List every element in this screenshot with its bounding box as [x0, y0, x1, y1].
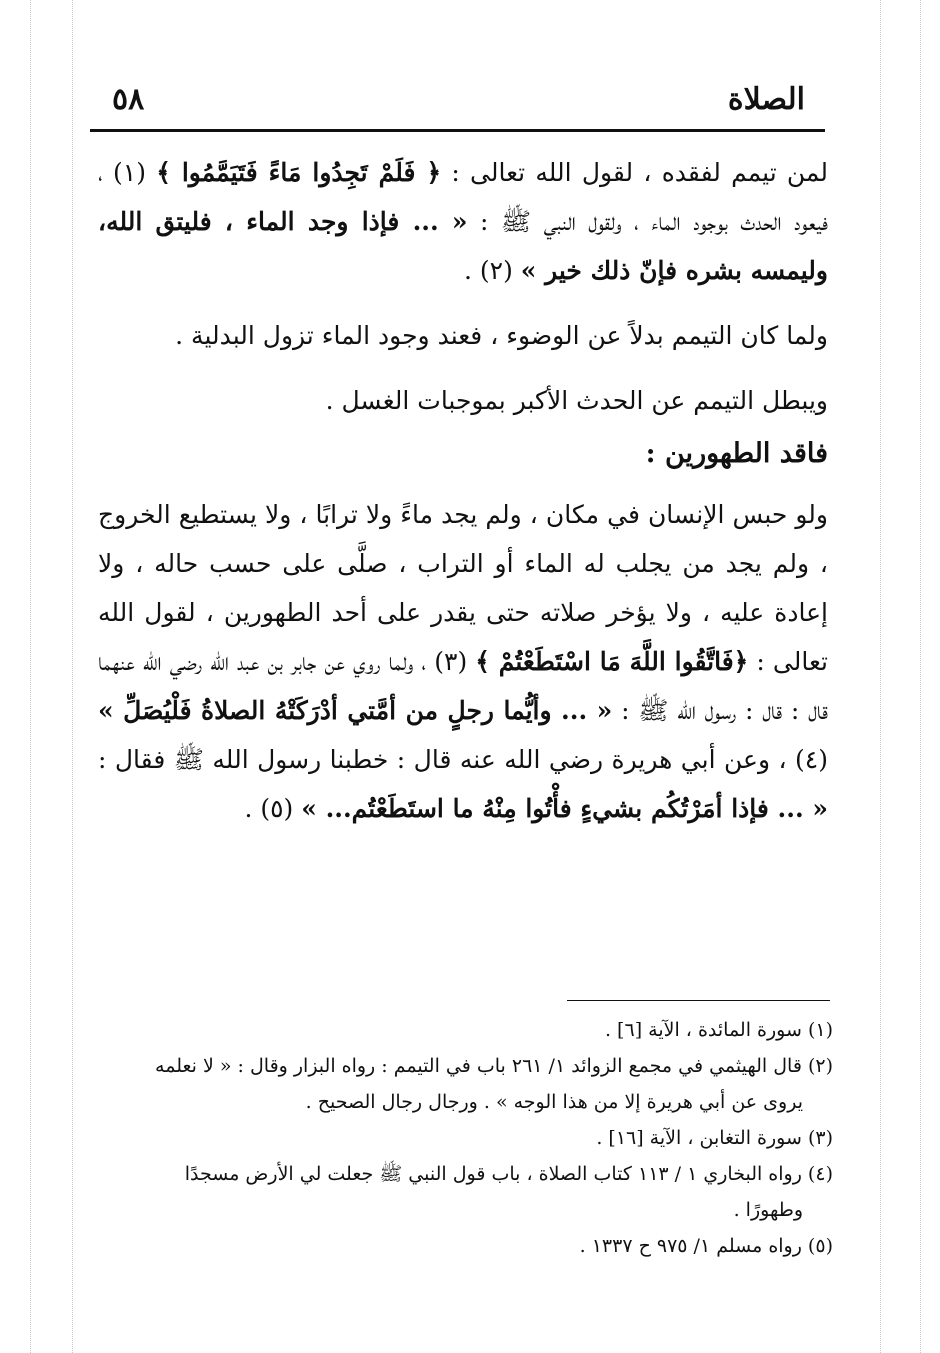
footnote-1: (١) سورة المائدة ، الآية [٦] . [604, 1019, 833, 1041]
text-run: (٣) ، ولما روي عن جابر بن عبد الله رضي الله عنهما قال : قال : رسول الله ﷺ : [98, 647, 828, 725]
page-header [90, 82, 825, 132]
quran-quote: ﴿ فَلَمْ تَجِدُوا مَاءً فَتَيَمَّمُوا ﴾ [156, 158, 442, 187]
text-run: (٥) . [244, 794, 302, 823]
dotted-margin-line [880, 0, 881, 1353]
text-run: ولو حبس الإنسان في مكان ، ولم يجد ماءً ولا ترابًا ، ولا يستطيع الخروج ، ولم يجد من يجلب له الماء أو التراب ، صلَّى على حسب حاله ، ولا إعادة عليه ، ولا يؤخر صلاته حتى يقدر على أحد الطهورين ، لقول الله تعالى : [98, 500, 828, 676]
header-rule [90, 129, 825, 132]
footnote-2-continued: يروى عن أبي هريرة إلا من هذا الوجه » . ورجال رجال الصحيح . [305, 1091, 803, 1113]
footnote-4: (٤) رواه البخاري ١ / ١١٣ كتاب الصلاة ، باب قول النبي ﷺ جعلت لي الأرض مسجدًا [184, 1163, 833, 1185]
footnote-3: (٣) سورة التغابن ، الآية [١٦] . [596, 1127, 833, 1149]
dotted-margin-line [920, 0, 921, 1353]
paragraph-2: ولما كان التيمم بدلاً عن الوضوء ، فعند وجود الماء تزول البدلية . [175, 321, 828, 350]
section-heading: فاقد الطهورين : [645, 438, 828, 469]
paragraph-3: ويبطل التيمم عن الحدث الأكبر بموجبات الغسل . [325, 386, 828, 415]
hadith-quote: « ... فإذا وجد الماء ، فليتق الله، وليمسه بشره فإنّ ذلك خير » [98, 207, 828, 285]
hadith-quote: « ... فإذا أمَرْتُكُم بشيءٍ فأْتُوا مِنْهُ ما استَطَعْتُم... » [301, 794, 828, 823]
footnotes [98, 1012, 833, 1264]
hadith-quote: « ... وأيُّما رجلٍ من أمَّتي أدْرَكَتْهُ الصلاةُ فَلْيُصَلِّ » [98, 696, 613, 725]
footnote-4-continued: وطهورًا . [733, 1199, 803, 1221]
footnote-rule [567, 1000, 830, 1001]
page-title: الصلاة [727, 82, 805, 117]
paragraph-4 [98, 490, 828, 833]
body-text [98, 148, 828, 833]
dotted-margin-line [72, 0, 73, 1353]
dotted-margin-line [30, 0, 31, 1353]
text-run: (١) ، فيعود الحدث بوجود الماء ، ولقول النبي ﷺ : [98, 158, 828, 236]
paragraph-1 [98, 148, 828, 295]
text-run: (٢) . [463, 256, 521, 285]
text-run: لمن تيمم لفقده ، لقول الله تعالى : [441, 158, 828, 187]
footnote-5: (٥) رواه مسلم ١/ ٩٧٥ ح ١٣٣٧ . [579, 1235, 833, 1257]
quran-quote: ﴿فَاتَّقُوا اللَّهَ مَا اسْتَطَعْتُمْ ﴾ [475, 647, 749, 676]
footnote-2: (٢) قال الهيثمي في مجمع الزوائد ١/ ٢٦١ باب في التيمم : رواه البزار وقال : « لا نعلمه [155, 1055, 833, 1077]
page-number: ٥٨ [112, 82, 145, 117]
text-run: (٤) ، وعن أبي هريرة رضي الله عنه قال : خطبنا رسول الله ﷺ فقال : [98, 745, 828, 774]
